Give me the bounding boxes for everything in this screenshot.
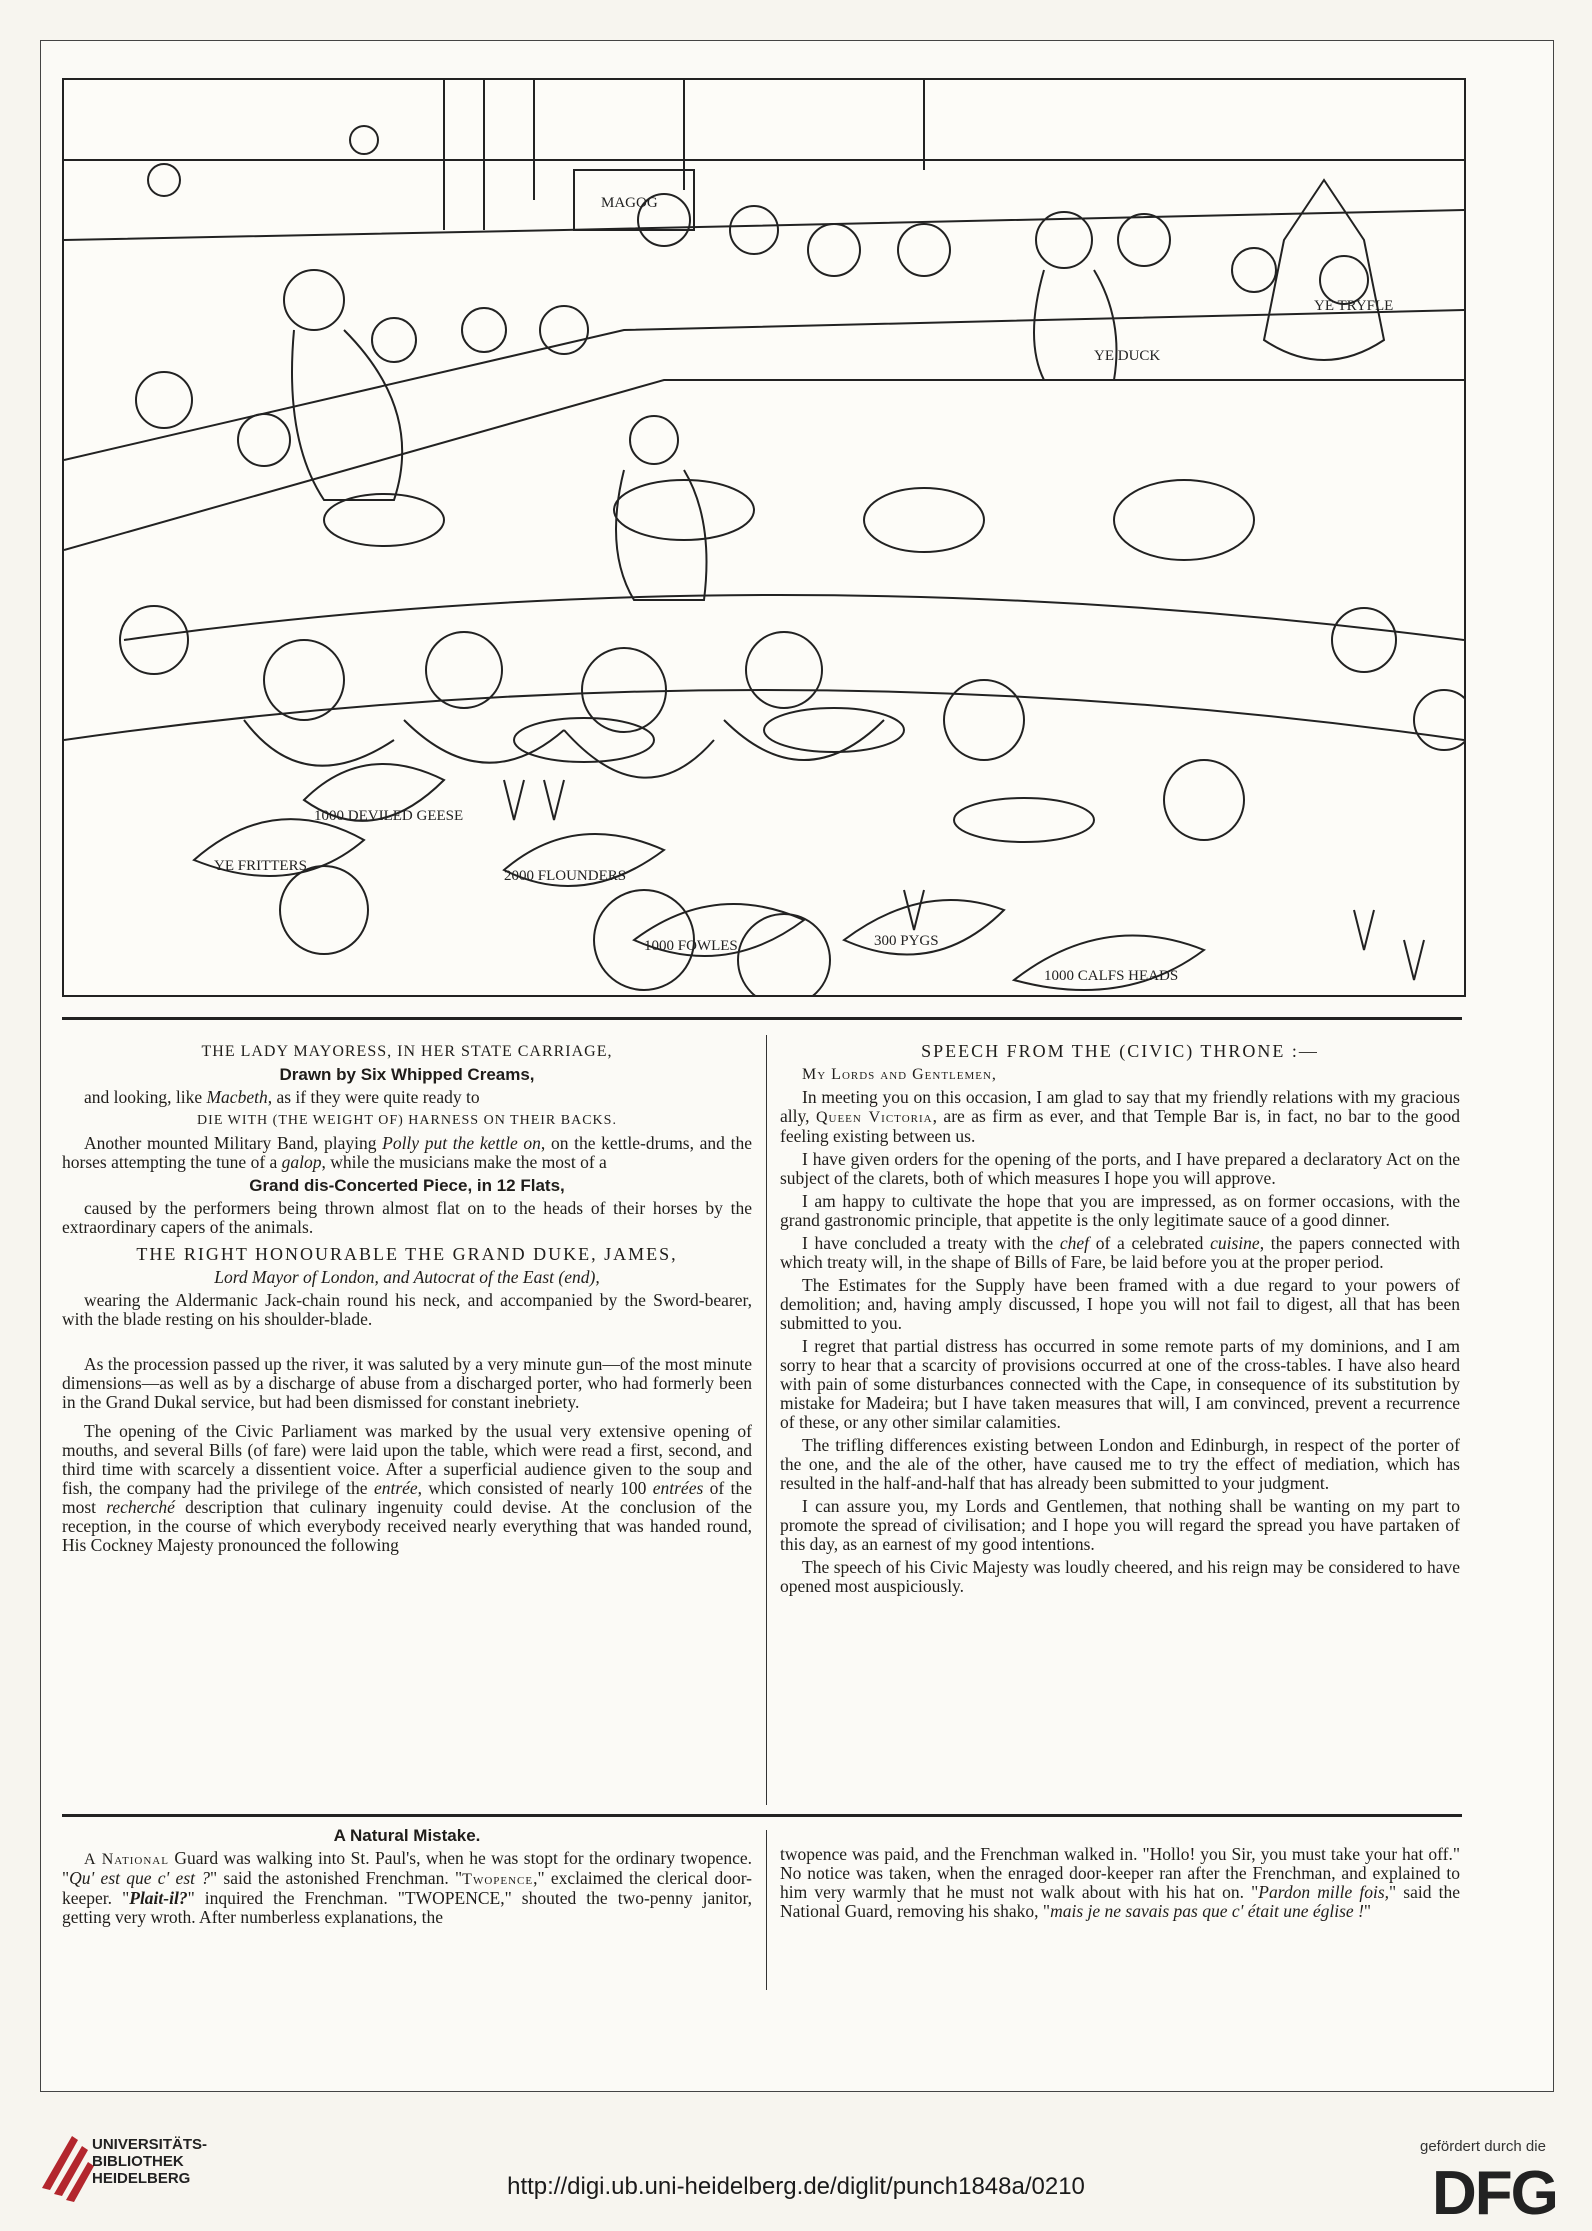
para-meeting — [780, 1088, 1460, 1146]
text-italic: entrée — [373, 1478, 418, 1498]
banquet-illustration — [62, 78, 1466, 997]
heading-grand-piece: Grand dis-Concerted Piece, in 12 Flats, — [249, 1176, 565, 1195]
label-magog: MAGOG — [601, 195, 658, 211]
banquet-drawing — [64, 80, 1464, 995]
heading-speech: SPEECH FROM THE (CIVIC) THRONE :— — [921, 1041, 1319, 1061]
para-performers: caused by the performers being thrown almost flat on to the heads of their horses by the extraordinary capers of the animals. — [62, 1198, 752, 1237]
label-calfs-heads: 1000 CALFS HEADS — [1044, 968, 1179, 984]
para-mistake-2 — [780, 1845, 1460, 1921]
text-smallcaps: A National — [84, 1851, 169, 1868]
source-url[interactable]: http://digi.ub.uni-heidelberg.de/diglit/punch1848a/0210 — [507, 2173, 1085, 2200]
dfg-logo: DFG — [1432, 2159, 1557, 2228]
text: " said the astonished Frenchman. " — [210, 1868, 463, 1888]
heading-natural-mistake: A Natural Mistake. — [333, 1826, 481, 1845]
para-treaty — [780, 1234, 1460, 1272]
para-cheered: The speech of his Civic Majesty was loudly cheered, and his reign may be considered to have opened most auspiciously. — [780, 1557, 1460, 1596]
natural-mistake-right — [780, 1845, 1460, 1925]
text: description that culinary ingenuity could devise. At the conclusion of the reception, in the course of which everybody received nearly everything that was handed round, His Cockney Majesty pronounced the following — [62, 1497, 752, 1555]
text-italic: Plait-il? — [129, 1888, 188, 1908]
text: The opening of the Civic Parliament was marked by the usual very extensive opening of mouths, and several Bills (of fare) were laid upon the table, which were read a first, second, and third time with scarcely a dissentient voice. After a superficial audience given to the soup and fish, the company had the privilege of the — [62, 1421, 752, 1498]
text: " — [1363, 1901, 1372, 1921]
text-italic: Macbeth — [206, 1087, 268, 1107]
natural-mistake-left — [62, 1826, 752, 1931]
text-italic: recherché — [106, 1497, 175, 1517]
right-column — [780, 1042, 1460, 1600]
para-estimates: The Estimates for the Supply have been framed with a due regard to your powers of demolition; and, having amply discussed, I hope you will not fail to digest, all that has been submitted to you. — [780, 1275, 1460, 1333]
label-tryfle: YE TRYFLE — [1314, 298, 1394, 314]
dfg-caption: gefördert durch die — [1420, 2138, 1546, 2155]
text-italic: galop — [281, 1152, 322, 1172]
heading-lord-mayor: Lord Mayor of London, and Autocrat of the East (end), — [214, 1267, 600, 1287]
text-italic: Pardon mille fois, — [1258, 1882, 1390, 1902]
text: , while the musicians make the most of a — [321, 1152, 607, 1172]
text: In meeting you on this occasion, I am glad to say that my friendly relations with my gracious ally, — [780, 1087, 1460, 1126]
para-military-band — [62, 1134, 752, 1172]
text: Another mounted Military Band, playing — [84, 1133, 383, 1153]
column-rule-bottom — [766, 1830, 767, 1990]
para-civic-parliament — [62, 1422, 752, 1555]
text: , which consisted of nearly 100 — [417, 1478, 653, 1498]
text: " inquired the Frenchman. "TWOPENCE," shouted the two-penny janitor, getting very wroth. After numberless explanations, the — [62, 1888, 752, 1927]
text: of a celebrated — [1089, 1233, 1211, 1253]
text: ," exclaimed the clerical door-keeper. " — [62, 1868, 753, 1908]
para-macbeth — [62, 1088, 752, 1107]
para-assurance: I can assure you, my Lords and Gentlemen, that nothing shall be wanting on my part to promote the spread of civilisation; and I hope you will regard the spread you have partaken of this day, as an earnest of my good intentions. — [780, 1496, 1460, 1554]
para-differences: The trifling differences existing between London and Edinburgh, in respect of the porter of the one, and the ale of the other, have caused me to try the effect of mediation, which has resulted in the half-and-half that has already been submitted to your judgment. — [780, 1435, 1460, 1493]
text-italic: Qu' est que c' est ? — [69, 1868, 211, 1888]
ub-line: UNIVERSITÄTS- — [92, 2136, 208, 2153]
text-italic: entrées — [652, 1478, 704, 1498]
para-jack-chain: wearing the Aldermanic Jack-chain round his neck, and accompanied by the Sword-bearer, with the blade resting on his shoulder-blade. — [62, 1290, 752, 1329]
text: , are as firm as ever, and that Temple Bar is, in fact, no bar to the good feeling existing between us. — [780, 1106, 1460, 1146]
text: Guard was walking into St. Paul's, when he was stopt for the ordinary twopence. " — [62, 1848, 752, 1888]
salutation: My Lords and Gentlemen, — [802, 1066, 997, 1083]
para-gastronomic: I am happy to cultivate the hope that you are impressed, as on former occasions, with the grand gastronomic principle, that appetite is the only legitimate sauce of a good dinner. — [780, 1191, 1460, 1230]
text: " said the National Guard, removing his shako, " — [780, 1882, 1460, 1921]
heading-whipped-creams: Drawn by Six Whipped Creams, — [279, 1065, 535, 1084]
text-italic: chef — [1059, 1233, 1090, 1253]
label-fritters: YE FRITTERS — [214, 858, 307, 874]
para-ports: I have given orders for the opening of the ports, and I have prepared a declaratory Act on the subject of the clarets, both of which measures I hope you will approve. — [780, 1149, 1460, 1188]
heading-harness: DIE WITH (THE WEIGHT OF) HARNESS ON THEIR BACKS. — [197, 1113, 617, 1128]
text: I have concluded a treaty with the — [802, 1233, 1060, 1253]
text: , the papers connected with which treaty will, in the shape of Bills of Fare, be laid before you at the proper period. — [780, 1233, 1461, 1272]
label-geese: 1000 DEVILED GEESE — [314, 808, 464, 824]
divider-bottom — [62, 1814, 1462, 1817]
text-smallcaps: Queen Victoria — [815, 1109, 933, 1126]
label-duck: YE DUCK — [1094, 348, 1161, 364]
divider-top — [62, 1017, 1462, 1020]
text: , on the kettle-drums, and the horses attempting the tune of a — [62, 1133, 752, 1172]
text: of the most — [62, 1478, 752, 1517]
ub-line: HEIDELBERG — [92, 2170, 191, 2187]
text-italic: mais je ne savais pas que c' était une église ! — [1050, 1901, 1364, 1921]
heading-lady-mayoress: THE LADY MAYORESS, IN HER STATE CARRIAGE, — [201, 1043, 613, 1060]
column-rule — [766, 1035, 767, 1805]
text: , as if they were quite ready to — [267, 1087, 480, 1107]
text: twopence was paid, and the Frenchman walked in. "Hollo! you Sir, you must take your hat off." No notice was taken, when the enraged door-keeper ran after the Frenchman, and explained to him very warmly that he must not walk about with his hat on. " — [780, 1844, 1460, 1902]
text: and looking, like — [84, 1087, 207, 1107]
para-procession: As the procession passed up the river, it was saluted by a very minute gun—of the most minute dimensions—as well as by a discharge of abuse from a discharged porter, who had formerly been in the Grand Dukal service, but had been dismissed for constant inebriety. — [62, 1354, 752, 1412]
heading-grand-duke: THE RIGHT HONOURABLE THE GRAND DUKE, JAMES, — [136, 1244, 678, 1264]
para-mistake-1 — [62, 1849, 752, 1927]
ub-line: BIBLIOTHEK — [92, 2153, 184, 2170]
label-flounders: 2000 FLOUNDERS — [504, 868, 627, 884]
label-pygs: 300 PYGS — [874, 933, 939, 949]
text-smallcaps: Twopence — [462, 1871, 534, 1888]
text-italic: Polly put the kettle on — [382, 1133, 541, 1153]
label-fowles: 1000 FOWLES — [644, 938, 738, 954]
left-column — [62, 1042, 752, 1559]
text-italic: cuisine — [1210, 1233, 1260, 1253]
para-distress: I regret that partial distress has occurred in some remote parts of my dominions, and I am sorry to hear that a scarcity of provisions occurred at one of the cross-tables. I have also heard with pain of some disturbances connected with the Cape, in consequence of its substitution by mistake for Madeira; but I have taken measures that will, I am convinced, prevent a recurrence of these, or any other similar calamities. — [780, 1336, 1460, 1432]
